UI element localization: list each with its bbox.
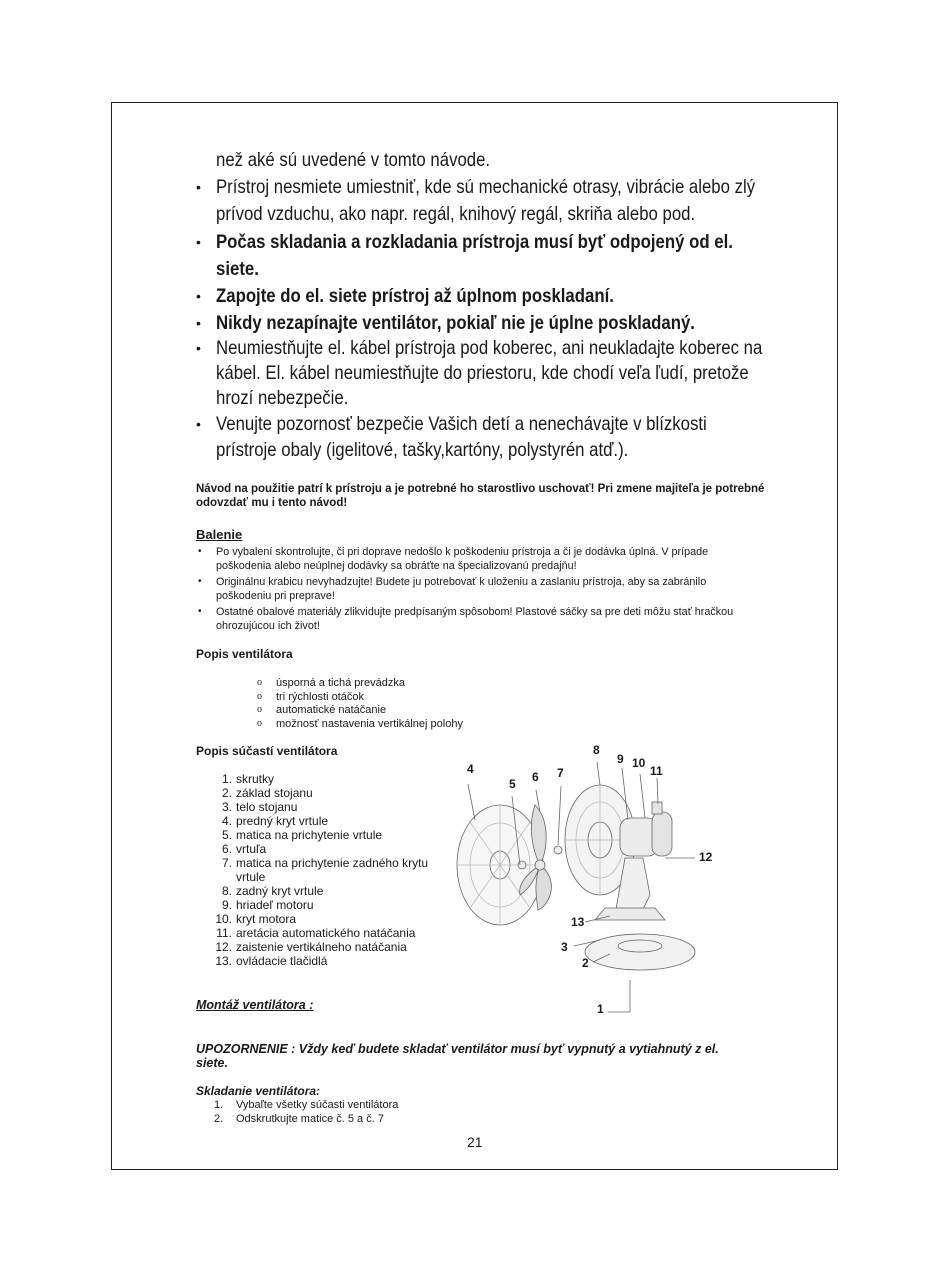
part-item [196,828,428,842]
fig-label-2: 2 [582,956,589,970]
step-number: 2. [214,1113,224,1125]
part-label: zadný kryt vrtule [236,884,324,898]
fan-exploded-diagram [440,740,730,1025]
part-label: telo stojanu [236,800,298,814]
part-number: 4. [221,814,232,828]
fig-label-7: 7 [557,766,564,780]
intro-line: Venujte pozornosť bezpečie Vašich detí a nenechávajte v blízkosti [216,413,707,435]
fig-label-4: 4 [467,762,474,776]
part-number: 7. [221,856,232,870]
intro-line: Neumiestňujte el. kábel prístroja pod koberec, ani neukladajte koberec na [216,337,763,359]
part-item [196,800,428,814]
part-item [196,814,428,828]
fig-label-9: 9 [617,752,624,766]
warning-line-2: siete. [196,1056,228,1070]
part-item [196,842,428,856]
intro-line: prívod vzduchu, ako napr. regál, knihový regál, skriňa alebo pod. [216,203,696,225]
fig-label-8: 8 [593,743,600,757]
bullet-icon: • [196,416,201,432]
bullet-icon: • [198,606,202,617]
part-item [196,884,428,898]
part-label: základ stojanu [236,786,313,800]
balenie-heading: Balenie [196,527,243,542]
intro-line: hrozí nebezpečie. [216,387,349,409]
part-number: 1. [221,772,232,786]
page-number: 21 [467,1134,483,1150]
balenie-item-line: ohrozujúcou ich život! [216,620,320,632]
part-label: kryt motora [236,912,297,926]
part-item [196,940,428,954]
popis-heading: Popis ventilátora [196,647,293,661]
parts-list-container [196,772,428,968]
balenie-item-line: Ostatné obalové materiály zlikvidujte predpísaným spôsobom! Plastové sáčky sa pre deti môžu stať hračkou [216,606,734,618]
part-number: 6. [221,842,232,856]
bullet-icon: • [196,179,201,195]
part-number: 3. [221,800,232,814]
part-number: 10. [215,912,232,926]
part-label: zaistenie vertikálneho natáčania [236,940,407,954]
fig-label-10: 10 [632,756,646,770]
feature-item: možnosť nastavenia vertikálnej polohy [276,717,463,730]
parts-heading: Popis súčastí ventilátora [196,744,338,758]
part-label: aretácia automatického natáčania [236,926,416,940]
part-label: matica na prichytenie vrtule [236,828,383,842]
fig-label-11: 11 [650,764,663,778]
fig-label-3: 3 [561,940,568,954]
parts-list [196,772,428,968]
fig-label-5: 5 [509,777,516,791]
intro-line: Nikdy nezapínajte ventilátor, pokiaľ nie je úplne poskladaný. [216,312,695,334]
balenie-item-line: poškodenia alebo neúplnej dodávky sa obráťte na špecializovanú predajňu! [216,560,577,572]
fig-label-13: 13 [571,915,585,929]
feature-marker: o [257,690,262,702]
intro-line: siete. [216,258,259,280]
part-item [196,772,428,786]
bullet-icon: • [196,234,201,250]
manual-notice-line-1: Návod na použitie patrí k prístroju a je potrebné ho starostlivo uschovať! Pri zmene majiteľa je potrebné [196,483,765,495]
part-number: 2. [221,786,232,800]
warning-line-1: UPOZORNENIE : Vždy keď budete skladať ventilátor musí byť vypnutý a vytiahnutý z el. [196,1042,719,1056]
balenie-item-line: Po vybalení skontrolujte, či pri doprave nedošlo k poškodeniu prístroja a či je dodávka úplná. V prípade [216,546,709,558]
bullet-icon: • [198,576,202,587]
feature-marker: o [257,677,262,688]
feature-item: úsporná a tichá prevádzka [276,677,406,689]
fig-label-12: 12 [699,850,713,864]
step-text: Odskrutkujte matice č. 5 a č. 7 [236,1113,384,1125]
part-item [196,912,428,926]
part-number: 5. [221,828,232,842]
part-item [196,856,428,870]
part-number: 8. [221,884,232,898]
part-label: vrtuľa [236,842,267,856]
balenie-item-line: poškodeniu pri preprave! [216,590,335,602]
skladanie-heading: Skladanie ventilátora: [196,1084,321,1098]
part-number: 9. [221,898,232,912]
intro-line: než aké sú uvedené v tomto návode. [216,149,491,171]
bullet-icon: • [196,340,201,356]
feature-item: automatické natáčanie [276,704,387,716]
intro-line: kábel. El. kábel neumiestňujte do priestoru, kde chodí veľa ľudí, pretože [216,362,749,384]
part-item [196,870,428,884]
bullet-icon: • [198,546,202,557]
bullet-icon: • [196,315,201,331]
part-item [196,926,428,940]
part-number: 13. [215,954,232,968]
fig-label-6: 6 [532,770,539,784]
manual-notice-line-2: odovzdať mu i tento návod! [196,497,348,509]
feature-marker: o [257,717,262,729]
intro-line: Počas skladania a rozkladania prístroja musí byť odpojený od el. [216,231,733,253]
part-label: hriadeľ motoru [236,898,314,912]
part-number: 12. [215,940,232,954]
part-label: matica na prichytenie zadného krytu [236,856,429,870]
step-number: 1. [214,1099,224,1111]
part-item [196,954,428,968]
fig-label-1: 1 [597,1002,604,1016]
part-label: vrtule [236,870,266,884]
intro-line: Zapojte do el. siete prístroj až úplnom poskladaní. [216,285,614,307]
part-item [196,898,428,912]
intro-line: Prístroj nesmiete umiestniť, kde sú mechanické otrasy, vibrácie alebo zlý [216,176,756,198]
montaz-heading: Montáž ventilátora : [196,998,314,1012]
part-label: predný kryt vrtule [236,814,329,828]
balenie-item-line: Originálnu krabicu nevyhadzujte! Budete ju potrebovať k uloženiu a zaslaniu prístroja, aby sa zabránilo [216,576,707,588]
part-number: 11. [216,926,232,940]
step-text: Vybaľte všetky súčasti ventilátora [236,1099,399,1111]
intro-line: prístroje obaly (igelitové, tašky,kartóny, polystyrén atď.). [216,439,629,461]
part-label: ovládacie tlačidlá [236,954,328,968]
part-label: skrutky [236,772,275,786]
feature-item: tri rýchlosti otáčok [276,690,365,703]
bullet-icon: • [196,288,201,304]
feature-marker: o [257,704,262,715]
part-item [196,786,428,800]
